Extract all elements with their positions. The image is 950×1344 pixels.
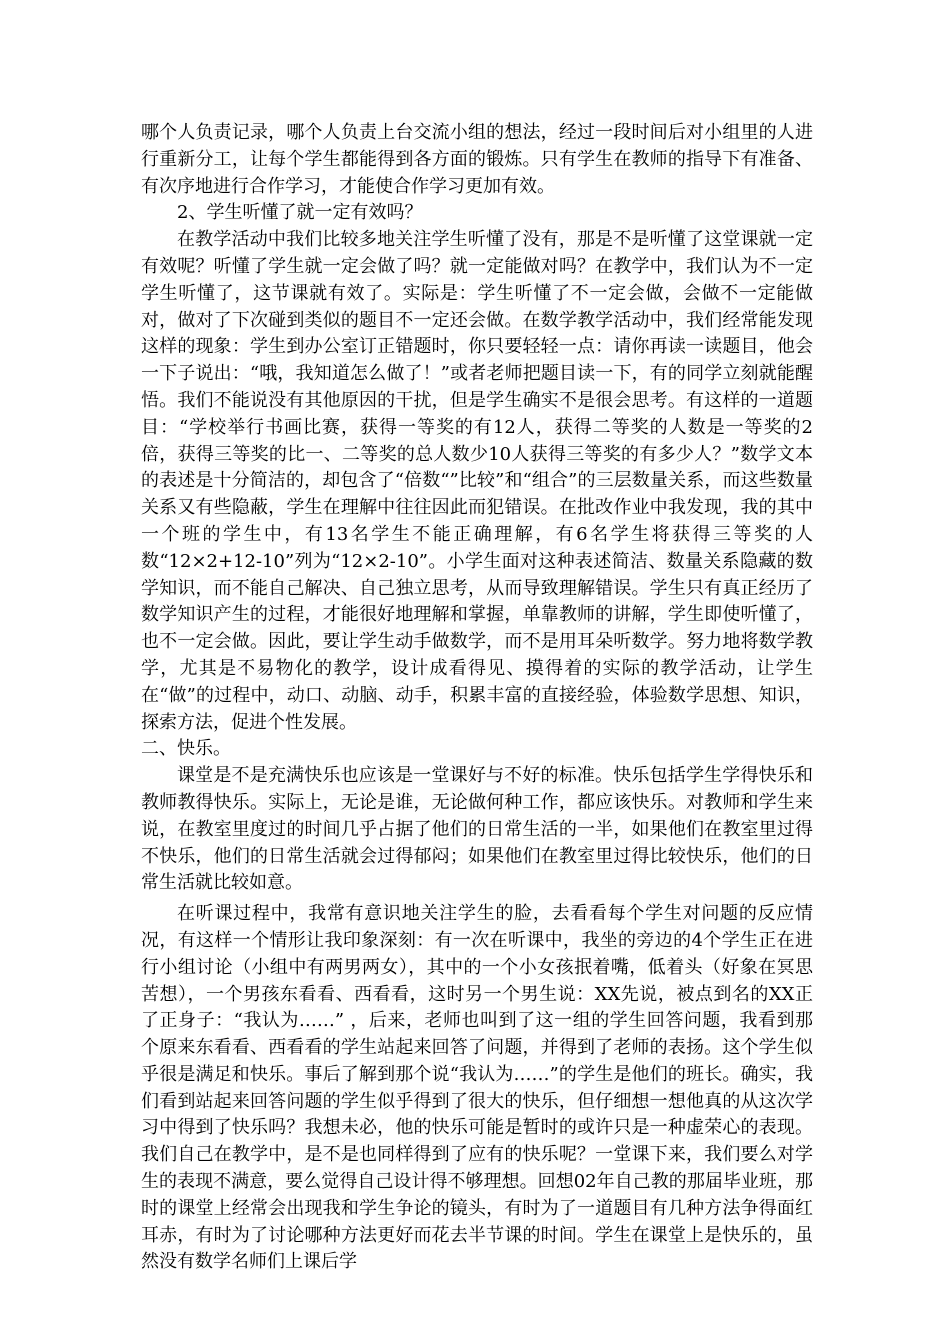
paragraph-happy: 课堂是不是充满快乐也应该是一堂课好与不好的标准。快乐包括学生学得快乐和教师教得快乐。实际上，无论是谁，无论做何种工作，都应该快乐。对教师和学生来说，在教室里度过的时间几乎占据了他们的日常生活的一半，如果他们在教室里过得不快乐，他们的日常生活就会过得郁闷；如果他们在教室里过得比较快乐，他们的日常生活就比较如意。 [141,765,813,894]
document-page [141,120,813,1276]
paragraph-observation: 在听课过程中，我常有意识地关注学生的脸，去看看每个学生对问题的反应情况，有这样一个情形让我印象深刻：有一次在听课中，我坐的旁边的4个学生正在进行小组讨论（小组中有两男两女），其中的一个小女孩抿着嘴，低着头（好象在冥思苦想），一个男孩东看看、西看看，这时另一个男生说：XX先说，被点到名的XX正了正身子：“我认为……” ，后来，老师也叫到了这一组的学生回答问题，我看到那个原来东看看、西看看的学生站起来回答了问题，并得到了老师的表扬。这个学生似乎很是满足和快乐。事后了解到那个说“我认为……”的学生是他们的班长。确实，我们看到站起来回答问题的学生似乎得到了很大的快乐，但仔细想一想他真的从这次学习中得到了快乐吗？我想未必，他的快乐可能是暂时的或许只是一种虚荣心的表现。我们自己在教学中，是不是也同样得到了应有的快乐呢？一堂课下来，我们要么对学生的表现不满意，要么觉得自己设计得不够理想。回想02年自己教的那届毕业班，那时的课堂上经常会出现我和学生争论的镜头，有时为了一道题目有几种方法争得面红耳赤，有时为了讨论哪种方法更好而花去半节课的时间。学生在课堂上是快乐的，虽然没有数学名师们上课后学 [141,903,813,1273]
section-heading-happy: 二、快乐。 [141,738,231,760]
subheading-listening: 2、学生听懂了就一定有效吗？ [177,202,423,224]
paragraph-continuation: 哪个人负责记录，哪个人负责上台交流小组的想法，经过一段时间后对小组里的人进行重新分工，让每个学生都能得到各方面的锻炼。只有学生在教师的指导下有准备、有次序地进行合作学习，才能使合作学习更加有效。 [141,122,813,197]
paragraph-listening: 在教学活动中我们比较多地关注学生听懂了没有，那是不是听懂了这堂课就一定有效呢？听懂了学生就一定会做了吗？就一定能做对吗？在教学中，我们认为不一定学生听懂了，这节课就有效了。实际是：学生听懂了不一定会做，会做不一定能做对，做对了下次碰到类似的题目不一定还会做。在数学教学活动中，我们经常能发现这样的现象：学生到办公室订正错题时，你只要轻轻一点：请你再读一读题目，他会一下子说出：“哦，我知道怎么做了！”或者老师把题目读一下，有的同学立刻就能醒悟。我们不能说没有其他原因的干扰，但是学生确实不是很会思考。有这样的一道题目：“学校举行书画比赛，获得一等奖的有12人，获得二等奖的人数是一等奖的2倍，获得三等奖的比一、二等奖的总人数少10人获得三等奖的有多少人？”数学文本的表述是十分简洁的，却包含了“倍数“”比较”和“组合”的三层数量关系，而这些数量关系又有些隐蔽，学生在理解中往往因此而犯错误。在批改作业中我发现，我的其中一个班的学生中，有13名学生不能正确理解，有6名学生将获得三等奖的人数“12×2+12-10”列为“12×2-10”。小学生面对这种表述简洁、数量关系隐藏的数学知识，而不能自己解决、自己独立思考，从而导致理解错误。学生只有真正经历了数学知识产生的过程，才能很好地理解和掌握，单靠教师的讲解，学生即使听懂了，也不一定会做。因此，要让学生动手做数学，而不是用耳朵听数学。努力地将数学教学，尤其是不易物化的教学，设计成看得见、摸得着的实际的教学活动，让学生在“做”的过程中，动口、动脑、动手，积累丰富的直接经验，体验数学思想、知识，探索方法，促进个性发展。 [141,229,813,733]
